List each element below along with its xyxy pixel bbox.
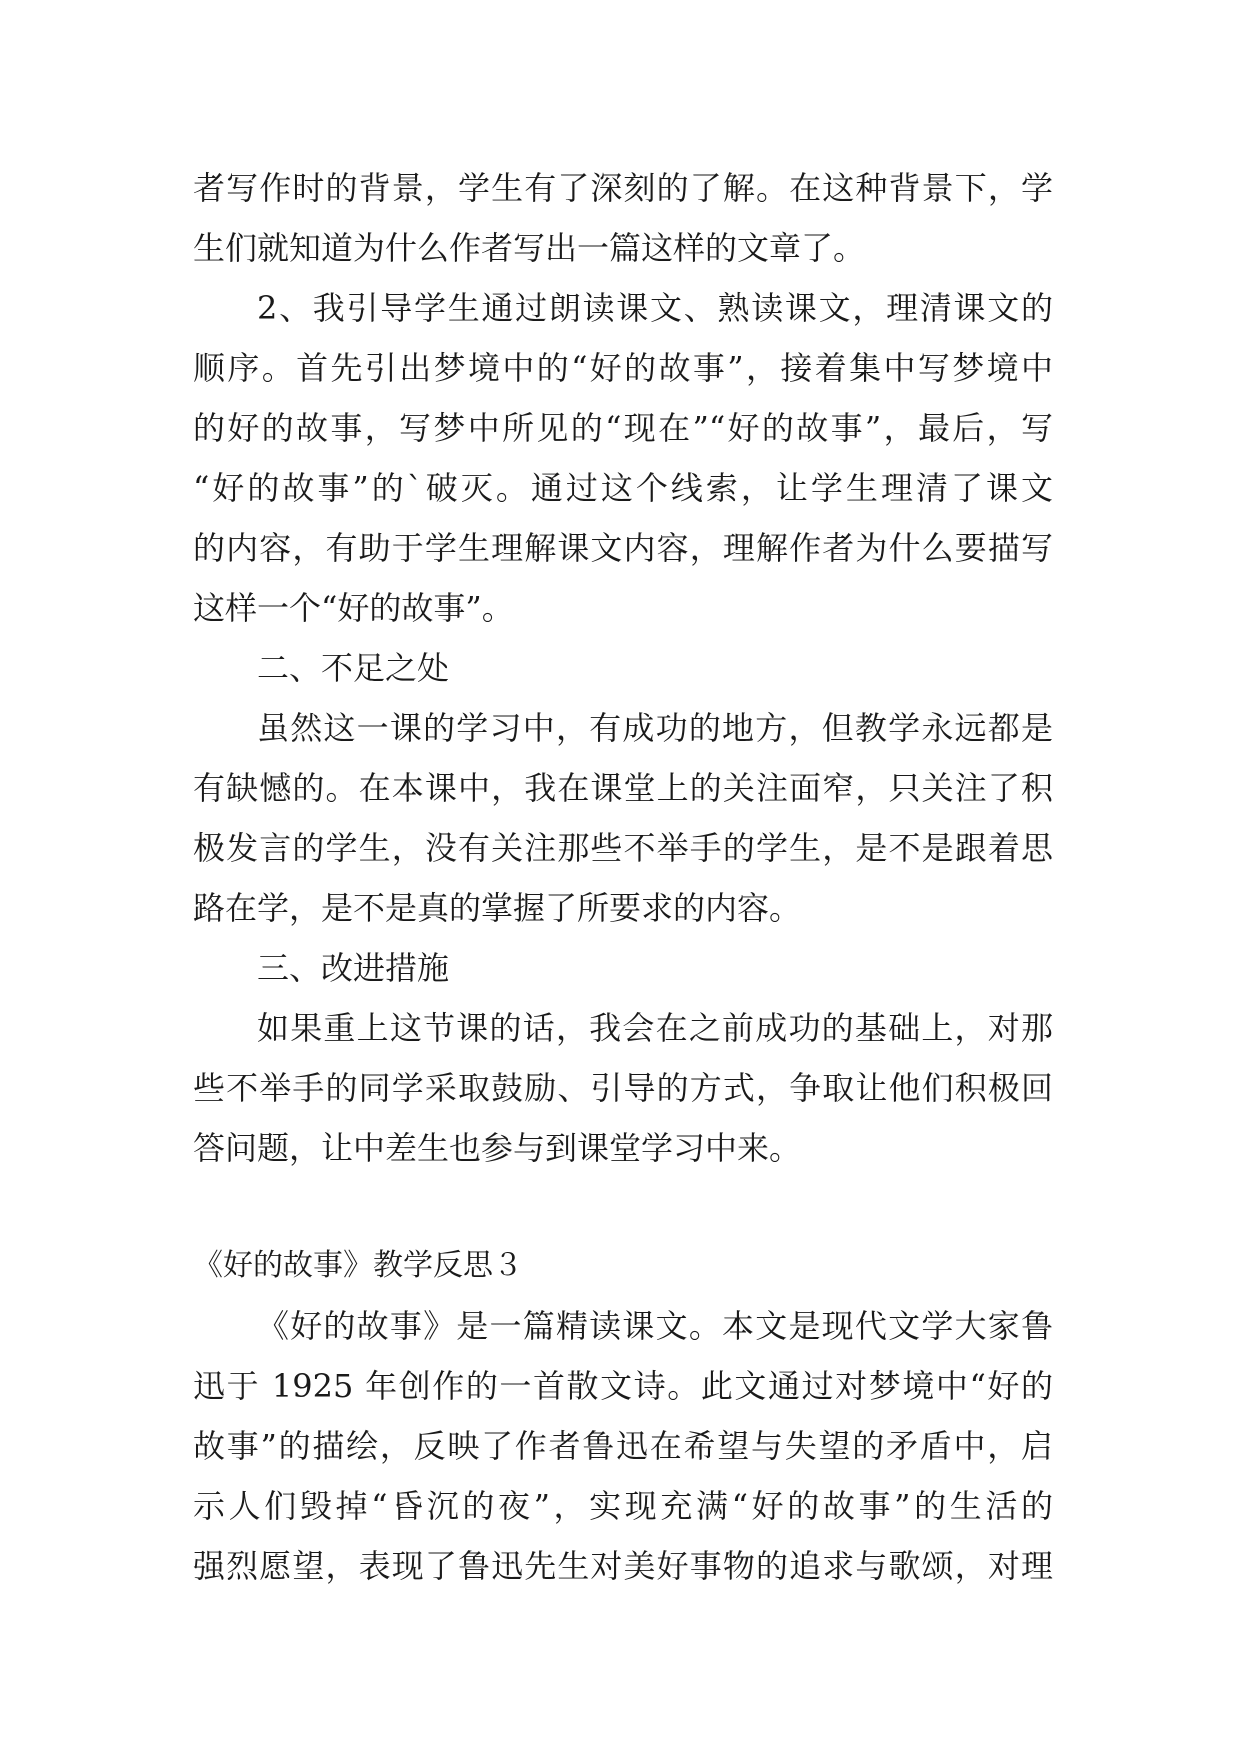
section-heading: 二、不足之处 xyxy=(257,649,450,687)
text-line: 生们就知道为什么作者写出一篇这样的文章了。 xyxy=(193,229,866,267)
text-line: 有缺憾的。在本课中，我在课堂上的关注面窄，只关注了积 xyxy=(193,769,1053,807)
text-line: “好的故事”的`破灭。通过这个线索，让学生理清了课文 xyxy=(193,469,1053,507)
text-line: 强烈愿望，表现了鲁迅先生对美好事物的追求与歌颂，对理 xyxy=(193,1547,1053,1585)
text-line: 些不举手的同学采取鼓励、引导的方式，争取让他们积极回 xyxy=(193,1069,1053,1107)
text-line: 者写作时的背景，学生有了深刻的了解。在这种背景下，学 xyxy=(193,169,1053,207)
text-line: 《好的故事》是一篇精读课文。本文是现代文学大家鲁 xyxy=(257,1307,1053,1345)
text-line: 如果重上这节课的话，我会在之前成功的基础上，对那 xyxy=(257,1009,1053,1047)
text-line: 这样一个“好的故事”。 xyxy=(193,589,514,627)
text-line: 示人们毁掉“昏沉的夜”，实现充满“好的故事”的生活的 xyxy=(193,1487,1053,1525)
text-line: 路在学，是不是真的掌握了所要求的内容。 xyxy=(193,889,802,927)
text-line: 顺序。首先引出梦境中的“好的故事”，接着集中写梦境中 xyxy=(193,349,1053,387)
text-line: 虽然这一课的学习中，有成功的地方，但教学永远都是 xyxy=(257,709,1053,747)
text-line: 迅于 1925 年创作的一首散文诗。此文通过对梦境中“好的 xyxy=(193,1367,1053,1405)
text-line: 2、我引导学生通过朗读课文、熟读课文，理清课文的 xyxy=(257,289,1053,327)
text-line: 故事”的描绘，反映了作者鲁迅在希望与失望的矛盾中，启 xyxy=(193,1427,1053,1465)
text-line: 极发言的学生，没有关注那些不举手的学生，是不是跟着思 xyxy=(193,829,1053,867)
article-title: 《好的故事》教学反思３ xyxy=(193,1248,523,1283)
section-heading: 三、改进措施 xyxy=(257,949,450,987)
text-line: 的好的故事，写梦中所见的“现在”“好的故事”，最后，写 xyxy=(193,409,1053,447)
text-line: 的内容，有助于学生理解课文内容，理解作者为什么要描写 xyxy=(193,529,1053,567)
text-line: 答问题，让中差生也参与到课堂学习中来。 xyxy=(193,1129,802,1167)
